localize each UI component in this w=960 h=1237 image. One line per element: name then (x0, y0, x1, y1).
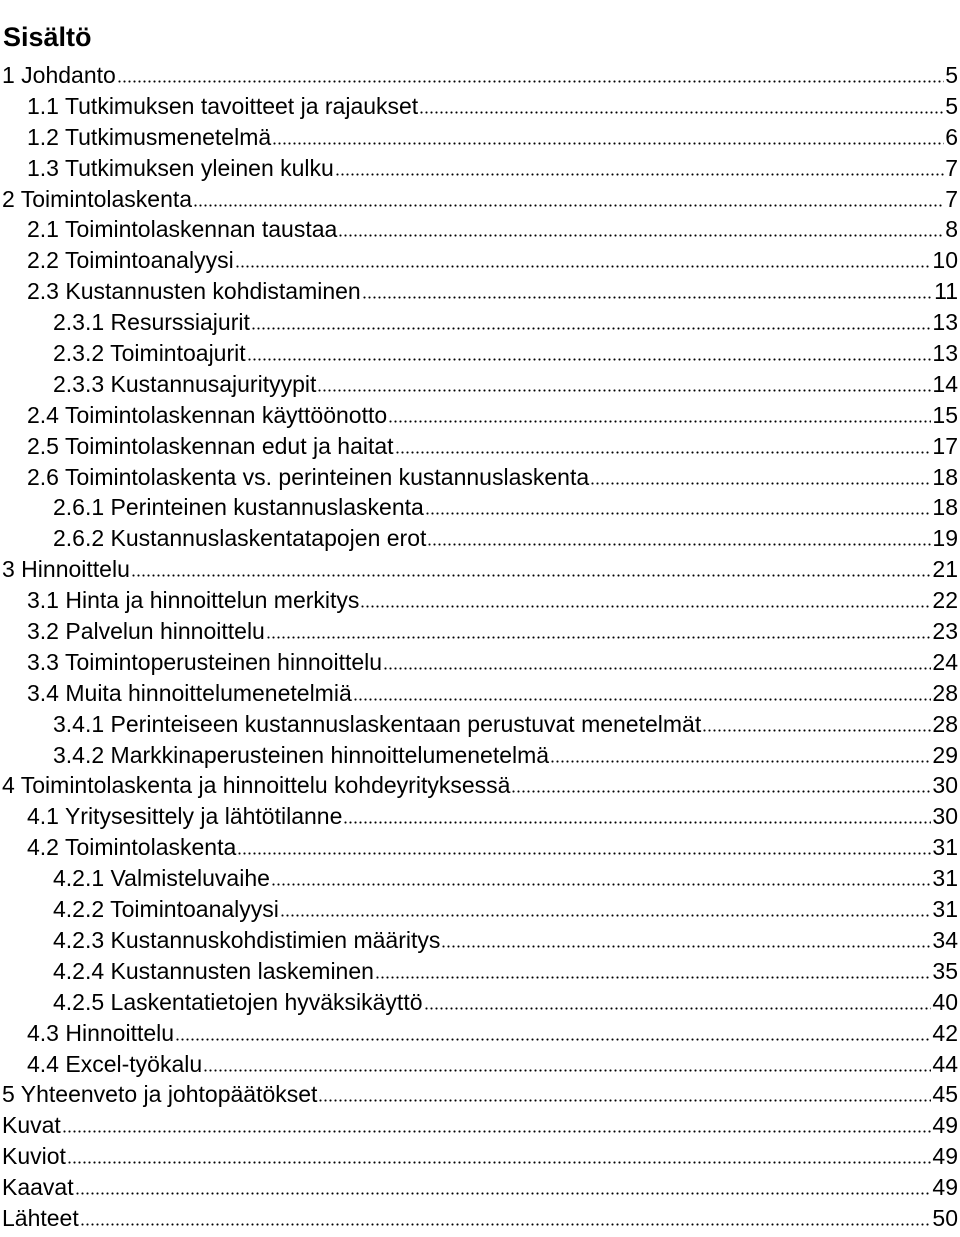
dot-leader (338, 233, 944, 237)
toc-entry-label: 2.3.2 Toimintoajurit (53, 340, 246, 367)
dot-leader (193, 203, 944, 207)
toc-entry[interactable] (0, 832, 958, 863)
toc-entry[interactable] (0, 492, 958, 523)
toc-entry-page-number: 35 (932, 957, 958, 984)
dot-leader (702, 728, 931, 732)
toc-entry-label: 2.3.1 Resurssiajurit (53, 309, 250, 336)
toc-entry-page-number: 7 (945, 185, 958, 212)
toc-entry-page-number: 23 (932, 618, 958, 645)
toc-entry-label: 4.2.2 Toimintoanalyysi (53, 896, 279, 923)
toc-entry[interactable] (0, 91, 958, 122)
toc-entry-page-number: 7 (945, 154, 958, 181)
dot-leader (590, 481, 931, 485)
toc-entry[interactable] (0, 678, 958, 709)
toc-entry-page-number: 10 (932, 247, 958, 274)
toc-entry-label: 2 Toimintolaskenta (2, 185, 193, 212)
toc-entry-label: Lähteet (2, 1204, 79, 1231)
toc-entry-label: 2.3 Kustannusten kohdistaminen (27, 278, 361, 305)
toc-entry[interactable] (0, 1079, 958, 1110)
toc-entry-label: 2.6.1 Perinteinen kustannuslaskenta (53, 494, 424, 521)
toc-entry[interactable] (0, 245, 958, 276)
dot-leader (237, 851, 931, 855)
toc-entry-page-number: 44 (932, 1050, 958, 1077)
dot-leader (203, 1068, 931, 1072)
toc-entry-page-number: 31 (932, 865, 958, 892)
toc-entry-label: 4.2.4 Kustannusten laskeminen (53, 957, 374, 984)
dot-leader (280, 913, 932, 917)
table-of-contents (0, 60, 958, 1234)
toc-entry-page-number: 18 (932, 463, 958, 490)
toc-entry[interactable] (0, 801, 958, 832)
toc-entry[interactable] (0, 523, 958, 554)
toc-entry-page-number: 19 (932, 525, 958, 552)
toc-entry-label: 3.3 Toimintoperusteinen hinnoittelu (27, 648, 383, 675)
toc-entry[interactable] (0, 369, 958, 400)
toc-entry[interactable] (0, 307, 958, 338)
dot-leader (272, 141, 944, 145)
toc-entry-page-number: 31 (932, 896, 958, 923)
dot-leader (271, 882, 931, 886)
toc-entry-page-number: 15 (932, 401, 958, 428)
toc-entry[interactable] (0, 1203, 958, 1234)
toc-entry[interactable] (0, 276, 958, 307)
toc-entry-page-number: 13 (932, 340, 958, 367)
toc-entry-label: 1.3 Tutkimuksen yleinen kulku (27, 154, 334, 181)
toc-entry[interactable] (0, 585, 958, 616)
toc-entry-label: 3.1 Hinta ja hinnoittelun merkitys (27, 587, 360, 614)
toc-entry-page-number: 31 (932, 834, 958, 861)
toc-entry-label: 2.1 Toimintolaskennan taustaa (27, 216, 338, 243)
dot-leader (251, 326, 932, 330)
dot-leader (117, 79, 944, 83)
toc-entry[interactable] (0, 740, 958, 771)
toc-entry-label: 1.1 Tutkimuksen tavoitteet ja rajaukset (27, 92, 419, 119)
toc-entry-label: 5 Yhteenveto ja johtopäätökset (2, 1081, 318, 1108)
toc-entry-label: 2.2 Toimintoanalyysi (27, 247, 234, 274)
toc-entry-page-number: 13 (932, 309, 958, 336)
toc-entry-label: 4.2.3 Kustannuskohdistimien määritys (53, 926, 441, 953)
toc-entry-page-number: 34 (932, 926, 958, 953)
dot-leader (318, 1098, 931, 1102)
toc-entry-label: Kuviot (2, 1143, 66, 1170)
dot-leader (335, 172, 944, 176)
toc-entry[interactable] (0, 1018, 958, 1049)
toc-entry-label: 2.6 Toimintolaskenta vs. perinteinen kustannuslaskenta (27, 463, 590, 490)
dot-leader (419, 110, 944, 114)
toc-entry-page-number: 30 (932, 772, 958, 799)
toc-entry[interactable] (0, 184, 958, 215)
dot-leader (383, 666, 931, 670)
dot-leader (360, 604, 931, 608)
toc-entry[interactable] (0, 616, 958, 647)
toc-entry[interactable] (0, 400, 958, 431)
toc-entry-page-number: 14 (932, 370, 958, 397)
toc-entry-page-number: 17 (932, 432, 958, 459)
dot-leader (550, 759, 931, 763)
toc-entry-label: 2.5 Toimintolaskennan edut ja haitat (27, 432, 394, 459)
toc-entry-page-number: 49 (932, 1143, 958, 1170)
toc-entry[interactable] (0, 987, 958, 1018)
toc-entry-page-number: 11 (934, 278, 958, 305)
toc-entry-page-number: 21 (932, 556, 958, 583)
dot-leader (427, 542, 931, 546)
toc-entry-label: 3.4.1 Perinteiseen kustannuslaskentaan perustuvat menetelmät (53, 710, 702, 737)
dot-leader (425, 511, 932, 515)
toc-entry-label: 4.1 Yritysesittely ja lähtötilanne (27, 803, 343, 830)
dot-leader (395, 450, 932, 454)
dot-leader (388, 419, 931, 423)
toc-entry-label: 4.4 Excel-työkalu (27, 1050, 203, 1077)
toc-entry-label: 2.4 Toimintolaskennan käyttöönotto (27, 401, 388, 428)
toc-entry[interactable] (0, 647, 958, 678)
toc-entry[interactable] (0, 925, 958, 956)
dot-leader (175, 1037, 931, 1041)
toc-entry-label: 3.4 Muita hinnoittelumenetelmiä (27, 679, 352, 706)
toc-entry[interactable] (0, 894, 958, 925)
toc-entry-label: Kuvat (2, 1112, 61, 1139)
toc-entry[interactable] (0, 338, 958, 369)
toc-entry-page-number: 5 (945, 92, 958, 119)
dot-leader (353, 697, 932, 701)
toc-entry-page-number: 42 (932, 1019, 958, 1046)
toc-entry[interactable] (0, 709, 958, 740)
toc-entry[interactable] (0, 956, 958, 987)
toc-entry[interactable] (0, 153, 958, 184)
toc-entry-page-number: 8 (945, 216, 958, 243)
dot-leader (67, 1160, 931, 1164)
dot-leader (511, 789, 931, 793)
toc-entry[interactable] (0, 1141, 958, 1172)
dot-leader (266, 635, 932, 639)
toc-entry[interactable] (0, 462, 958, 493)
toc-entry[interactable] (0, 863, 958, 894)
toc-entry-page-number: 28 (932, 710, 958, 737)
toc-entry[interactable] (0, 1110, 958, 1141)
toc-entry-label: 4.2.1 Valmisteluvaihe (53, 865, 270, 892)
toc-entry-page-number: 6 (945, 123, 958, 150)
toc-entry[interactable] (0, 60, 958, 91)
page-title: Sisältö (3, 22, 92, 53)
toc-entry-page-number: 50 (932, 1204, 958, 1231)
toc-entry-page-number: 49 (932, 1174, 958, 1201)
dot-leader (317, 388, 931, 392)
toc-entry-label: 3.2 Palvelun hinnoittelu (27, 618, 265, 645)
toc-entry-label: 4.2 Toimintolaskenta (27, 834, 237, 861)
toc-entry[interactable] (0, 770, 958, 801)
toc-entry-page-number: 5 (945, 62, 958, 88)
dot-leader (375, 975, 931, 979)
dot-leader (362, 295, 933, 299)
toc-entry-page-number: 28 (932, 679, 958, 706)
toc-entry-page-number: 18 (932, 494, 958, 521)
dot-leader (80, 1222, 932, 1226)
toc-entry[interactable] (0, 1049, 958, 1080)
toc-entry-label: 4.3 Hinnoittelu (27, 1019, 175, 1046)
toc-entry-page-number: 40 (932, 988, 958, 1015)
dot-leader (62, 1129, 932, 1133)
toc-entry-page-number: 24 (932, 648, 958, 675)
toc-entry-label: 2.6.2 Kustannuslaskentatapojen erot (53, 525, 427, 552)
toc-entry-label: 3 Hinnoittelu (2, 556, 130, 583)
toc-entry-label: Kaavat (2, 1174, 74, 1201)
dot-leader (235, 264, 932, 268)
toc-entry-label: 1 Johdanto (2, 62, 116, 88)
dot-leader (424, 1006, 932, 1010)
toc-entry-label: 2.3.3 Kustannusajurityypit (53, 370, 317, 397)
dot-leader (75, 1191, 932, 1195)
toc-entry[interactable] (0, 431, 958, 462)
toc-entry-page-number: 29 (932, 741, 958, 768)
toc-entry-label: 3.4.2 Markkinaperusteinen hinnoittelumenetelmä (53, 741, 550, 768)
dot-leader (441, 944, 931, 948)
toc-entry[interactable] (0, 122, 958, 153)
toc-entry-page-number: 49 (932, 1112, 958, 1139)
toc-entry-label: 1.2 Tutkimusmenetelmä (27, 123, 272, 150)
toc-entry-page-number: 22 (932, 587, 958, 614)
dot-leader (131, 573, 932, 577)
dot-leader (343, 820, 931, 824)
dot-leader (247, 357, 932, 361)
toc-entry[interactable] (0, 554, 958, 585)
toc-entry[interactable] (0, 214, 958, 245)
toc-entry-label: 4.2.5 Laskentatietojen hyväksikäyttö (53, 988, 423, 1015)
toc-entry-page-number: 45 (932, 1081, 958, 1108)
toc-entry-page-number: 30 (932, 803, 958, 830)
toc-entry-label: 4 Toimintolaskenta ja hinnoittelu kohdeyrityksessä (2, 772, 511, 799)
toc-entry[interactable] (0, 1172, 958, 1203)
